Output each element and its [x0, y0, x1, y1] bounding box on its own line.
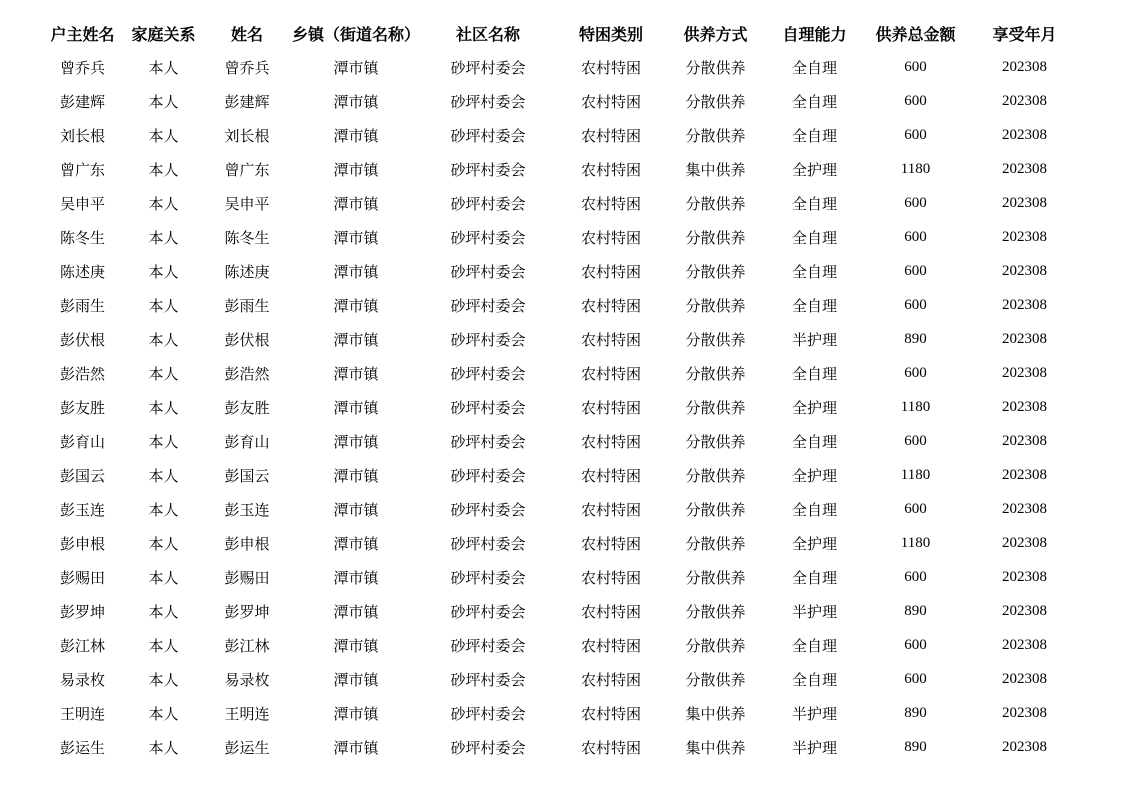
table-cell: 潭市镇	[333, 740, 379, 757]
table-cell: 农村特困	[580, 162, 641, 179]
table-cell: 砂坪村委会	[450, 298, 526, 315]
table-cell: 本人	[148, 230, 179, 247]
table-cell: 潭市镇	[333, 230, 379, 247]
table-cell: 砂坪村委会	[450, 264, 526, 281]
table-cell: 本人	[148, 604, 179, 621]
table-cell: 农村特困	[580, 298, 641, 315]
table-cell: 彭伏根	[224, 332, 270, 349]
table-cell: 集中供养	[685, 740, 746, 757]
table-cell: 砂坪村委会	[450, 570, 526, 587]
table-cell: 分散供养	[685, 638, 746, 655]
table-cell: 彭赐田	[59, 570, 105, 587]
table-row	[40, 186, 1082, 220]
table-row	[40, 424, 1082, 458]
table-cell: 分散供养	[685, 672, 746, 689]
table-cell: 202308	[1002, 704, 1047, 721]
table-cell: 彭雨生	[224, 298, 270, 315]
table-cell: 吴申平	[224, 196, 270, 213]
table-cell: 202308	[1002, 262, 1047, 279]
table-cell: 农村特困	[580, 196, 641, 213]
table-cell: 分散供养	[685, 128, 746, 145]
table-cell: 潭市镇	[333, 400, 379, 417]
table-cell: 农村特困	[580, 536, 641, 553]
table-cell: 分散供养	[685, 536, 746, 553]
table-cell: 砂坪村委会	[450, 502, 526, 519]
table-cell: 砂坪村委会	[450, 196, 526, 213]
table-cell: 本人	[148, 128, 179, 145]
table-cell: 本人	[148, 536, 179, 553]
table-cell: 分散供养	[685, 366, 746, 383]
table-cell: 本人	[148, 94, 179, 111]
table-cell: 彭江林	[224, 638, 270, 655]
column-header: 自理能力	[782, 26, 847, 44]
table-cell: 彭育山	[59, 434, 105, 451]
table-cell: 202308	[1002, 602, 1047, 619]
table-cell: 易录枚	[224, 672, 270, 689]
table-row	[40, 560, 1082, 594]
table-header-row	[40, 16, 1082, 50]
table-cell: 彭建辉	[224, 94, 270, 111]
table-cell: 本人	[148, 638, 179, 655]
table-cell: 潭市镇	[333, 468, 379, 485]
table-row	[40, 152, 1082, 186]
table-row	[40, 628, 1082, 662]
table-cell: 1180	[900, 398, 931, 415]
table-cell: 刘长根	[224, 128, 270, 145]
table-row	[40, 492, 1082, 526]
table-cell: 202308	[1002, 364, 1047, 381]
table-cell: 全自理	[791, 196, 837, 213]
table-cell: 600	[904, 500, 927, 517]
table-cell: 砂坪村委会	[450, 128, 526, 145]
table-cell: 分散供养	[685, 434, 746, 451]
table-cell: 农村特困	[580, 604, 641, 621]
column-header: 供养方式	[683, 26, 748, 44]
table-cell: 潭市镇	[333, 128, 379, 145]
table-cell: 600	[904, 58, 927, 75]
column-header: 乡镇（街道名称）	[292, 26, 420, 44]
table-cell: 202308	[1002, 568, 1047, 585]
table-cell: 彭国云	[59, 468, 105, 485]
table-cell: 分散供养	[685, 94, 746, 111]
table-cell: 农村特困	[580, 230, 641, 247]
table-cell: 1180	[900, 534, 931, 551]
table-cell: 潭市镇	[333, 536, 379, 553]
table-cell: 潭市镇	[333, 570, 379, 587]
table-cell: 202308	[1002, 466, 1047, 483]
table-cell: 1180	[900, 466, 931, 483]
table-cell: 202308	[1002, 432, 1047, 449]
table-cell: 本人	[148, 502, 179, 519]
table-cell: 彭玉连	[224, 502, 270, 519]
table-cell: 潭市镇	[333, 638, 379, 655]
table-cell: 刘长根	[59, 128, 105, 145]
table-row	[40, 118, 1082, 152]
table-cell: 农村特困	[580, 60, 641, 77]
table-cell: 砂坪村委会	[450, 706, 526, 723]
table-row	[40, 356, 1082, 390]
table-cell: 600	[904, 194, 927, 211]
table-cell: 农村特困	[580, 400, 641, 417]
table-cell: 全自理	[791, 264, 837, 281]
table-cell: 潭市镇	[333, 60, 379, 77]
table-cell: 曾乔兵	[224, 60, 270, 77]
table-cell: 砂坪村委会	[450, 672, 526, 689]
table-cell: 砂坪村委会	[450, 434, 526, 451]
table-cell: 600	[904, 126, 927, 143]
table-cell: 全自理	[791, 570, 837, 587]
table-row	[40, 696, 1082, 730]
table-cell: 彭友胜	[224, 400, 270, 417]
table-cell: 本人	[148, 366, 179, 383]
column-header: 社区名称	[455, 26, 520, 44]
table-cell: 600	[904, 364, 927, 381]
table-cell: 本人	[148, 570, 179, 587]
table-cell: 砂坪村委会	[450, 162, 526, 179]
table-cell: 农村特困	[580, 468, 641, 485]
table-cell: 202308	[1002, 534, 1047, 551]
table-cell: 202308	[1002, 500, 1047, 517]
table-cell: 潭市镇	[333, 332, 379, 349]
table-cell: 全自理	[791, 94, 837, 111]
table-cell: 彭罗坤	[59, 604, 105, 621]
table-cell: 分散供养	[685, 570, 746, 587]
table-cell: 全护理	[791, 400, 837, 417]
table-cell: 分散供养	[685, 604, 746, 621]
table-cell: 潭市镇	[333, 196, 379, 213]
table-cell: 全护理	[791, 468, 837, 485]
table-cell: 彭玉连	[59, 502, 105, 519]
table-cell: 半护理	[791, 604, 837, 621]
table-cell: 600	[904, 636, 927, 653]
table-cell: 彭运生	[224, 740, 270, 757]
column-header: 家庭关系	[131, 26, 196, 44]
table-cell: 890	[904, 330, 927, 347]
table-cell: 全自理	[791, 638, 837, 655]
table-cell: 彭建辉	[59, 94, 105, 111]
table-cell: 王明连	[59, 706, 105, 723]
table-cell: 砂坪村委会	[450, 638, 526, 655]
table-row	[40, 220, 1082, 254]
table-cell: 全护理	[791, 536, 837, 553]
column-header: 享受年月	[992, 26, 1057, 44]
table-cell: 彭育山	[224, 434, 270, 451]
table-cell: 202308	[1002, 330, 1047, 347]
table-cell: 农村特困	[580, 706, 641, 723]
table-cell: 农村特困	[580, 638, 641, 655]
column-header: 特困类别	[578, 26, 643, 44]
table-cell: 202308	[1002, 194, 1047, 211]
table-cell: 半护理	[791, 332, 837, 349]
table-row	[40, 730, 1082, 764]
table-body	[40, 50, 1082, 764]
table-cell: 曾乔兵	[59, 60, 105, 77]
table-cell: 本人	[148, 264, 179, 281]
column-header: 姓名	[230, 26, 263, 44]
table-row	[40, 322, 1082, 356]
table-cell: 890	[904, 602, 927, 619]
table-cell: 202308	[1002, 670, 1047, 687]
table-cell: 本人	[148, 468, 179, 485]
table-cell: 彭浩然	[59, 366, 105, 383]
table-cell: 全自理	[791, 672, 837, 689]
table-cell: 600	[904, 432, 927, 449]
table-cell: 全自理	[791, 502, 837, 519]
table-cell: 农村特困	[580, 570, 641, 587]
table-cell: 砂坪村委会	[450, 94, 526, 111]
column-header: 供养总金额	[875, 26, 956, 44]
table-cell: 砂坪村委会	[450, 366, 526, 383]
table-cell: 潭市镇	[333, 706, 379, 723]
table-cell: 全自理	[791, 434, 837, 451]
table-cell: 砂坪村委会	[450, 60, 526, 77]
table-cell: 砂坪村委会	[450, 468, 526, 485]
table-cell: 农村特困	[580, 128, 641, 145]
table-cell: 202308	[1002, 92, 1047, 109]
table-cell: 分散供养	[685, 502, 746, 519]
table-row	[40, 288, 1082, 322]
table-cell: 农村特困	[580, 264, 641, 281]
table-cell: 202308	[1002, 126, 1047, 143]
table-row	[40, 458, 1082, 492]
table-cell: 半护理	[791, 740, 837, 757]
table-cell: 彭赐田	[224, 570, 270, 587]
table-cell: 全自理	[791, 298, 837, 315]
special-assistance-table	[40, 16, 1082, 764]
table-cell: 彭申根	[224, 536, 270, 553]
table-cell: 砂坪村委会	[450, 400, 526, 417]
table-cell: 陈述庚	[224, 264, 270, 281]
table-cell: 全自理	[791, 60, 837, 77]
table-cell: 彭浩然	[224, 366, 270, 383]
table-cell: 半护理	[791, 706, 837, 723]
table-cell: 陈冬生	[224, 230, 270, 247]
table-cell: 砂坪村委会	[450, 332, 526, 349]
table-cell: 本人	[148, 298, 179, 315]
table-cell: 分散供养	[685, 264, 746, 281]
table-cell: 202308	[1002, 296, 1047, 313]
table-cell: 陈冬生	[59, 230, 105, 247]
table-cell: 600	[904, 262, 927, 279]
table-row	[40, 84, 1082, 118]
table-cell: 本人	[148, 400, 179, 417]
table-cell: 彭友胜	[59, 400, 105, 417]
table-cell: 彭运生	[59, 740, 105, 757]
table-row	[40, 50, 1082, 84]
table-row	[40, 662, 1082, 696]
table-cell: 农村特困	[580, 740, 641, 757]
table-row	[40, 254, 1082, 288]
table-cell: 本人	[148, 332, 179, 349]
table-cell: 202308	[1002, 58, 1047, 75]
table-cell: 潭市镇	[333, 502, 379, 519]
table-cell: 本人	[148, 60, 179, 77]
table-cell: 彭国云	[224, 468, 270, 485]
table-cell: 1180	[900, 160, 931, 177]
table-cell: 202308	[1002, 160, 1047, 177]
table-cell: 潭市镇	[333, 94, 379, 111]
table-cell: 农村特困	[580, 672, 641, 689]
table-cell: 潭市镇	[333, 604, 379, 621]
table-cell: 全自理	[791, 230, 837, 247]
table-cell: 易录枚	[59, 672, 105, 689]
table-cell: 潭市镇	[333, 298, 379, 315]
table-cell: 集中供养	[685, 706, 746, 723]
table-cell: 农村特困	[580, 366, 641, 383]
table-cell: 潭市镇	[333, 366, 379, 383]
table-cell: 全自理	[791, 366, 837, 383]
table-row	[40, 390, 1082, 424]
table-cell: 890	[904, 704, 927, 721]
table-cell: 曾广东	[224, 162, 270, 179]
table-cell: 600	[904, 92, 927, 109]
table-cell: 本人	[148, 162, 179, 179]
table-cell: 砂坪村委会	[450, 740, 526, 757]
table-cell: 农村特困	[580, 94, 641, 111]
table-cell: 砂坪村委会	[450, 536, 526, 553]
table-cell: 农村特困	[580, 434, 641, 451]
table-cell: 潭市镇	[333, 434, 379, 451]
table-cell: 砂坪村委会	[450, 230, 526, 247]
table-cell: 彭雨生	[59, 298, 105, 315]
table-cell: 202308	[1002, 738, 1047, 755]
table-cell: 600	[904, 568, 927, 585]
table-cell: 彭罗坤	[224, 604, 270, 621]
table-cell: 分散供养	[685, 298, 746, 315]
table-cell: 砂坪村委会	[450, 604, 526, 621]
table-cell: 吴申平	[59, 196, 105, 213]
table-cell: 202308	[1002, 228, 1047, 245]
table-cell: 潭市镇	[333, 672, 379, 689]
table-cell: 分散供养	[685, 230, 746, 247]
table-cell: 分散供养	[685, 332, 746, 349]
table-cell: 890	[904, 738, 927, 755]
table-cell: 全护理	[791, 162, 837, 179]
table-cell: 陈述庚	[59, 264, 105, 281]
column-header: 户主姓名	[50, 26, 115, 44]
table-row	[40, 594, 1082, 628]
table-cell: 本人	[148, 672, 179, 689]
table-cell: 本人	[148, 740, 179, 757]
table-cell: 600	[904, 670, 927, 687]
table-cell: 彭申根	[59, 536, 105, 553]
table-cell: 全自理	[791, 128, 837, 145]
table-cell: 曾广东	[59, 162, 105, 179]
table-cell: 农村特困	[580, 502, 641, 519]
table-cell: 彭伏根	[59, 332, 105, 349]
table-cell: 202308	[1002, 398, 1047, 415]
table-cell: 本人	[148, 706, 179, 723]
table-cell: 潭市镇	[333, 162, 379, 179]
table-cell: 王明连	[224, 706, 270, 723]
table-cell: 农村特困	[580, 332, 641, 349]
table-cell: 202308	[1002, 636, 1047, 653]
table-cell: 600	[904, 296, 927, 313]
table-cell: 分散供养	[685, 60, 746, 77]
table-cell: 彭江林	[59, 638, 105, 655]
table-cell: 分散供养	[685, 400, 746, 417]
table-cell: 本人	[148, 196, 179, 213]
table-row	[40, 526, 1082, 560]
table-cell: 潭市镇	[333, 264, 379, 281]
table-cell: 分散供养	[685, 196, 746, 213]
table-cell: 本人	[148, 434, 179, 451]
table-cell: 集中供养	[685, 162, 746, 179]
table-cell: 分散供养	[685, 468, 746, 485]
table-cell: 600	[904, 228, 927, 245]
